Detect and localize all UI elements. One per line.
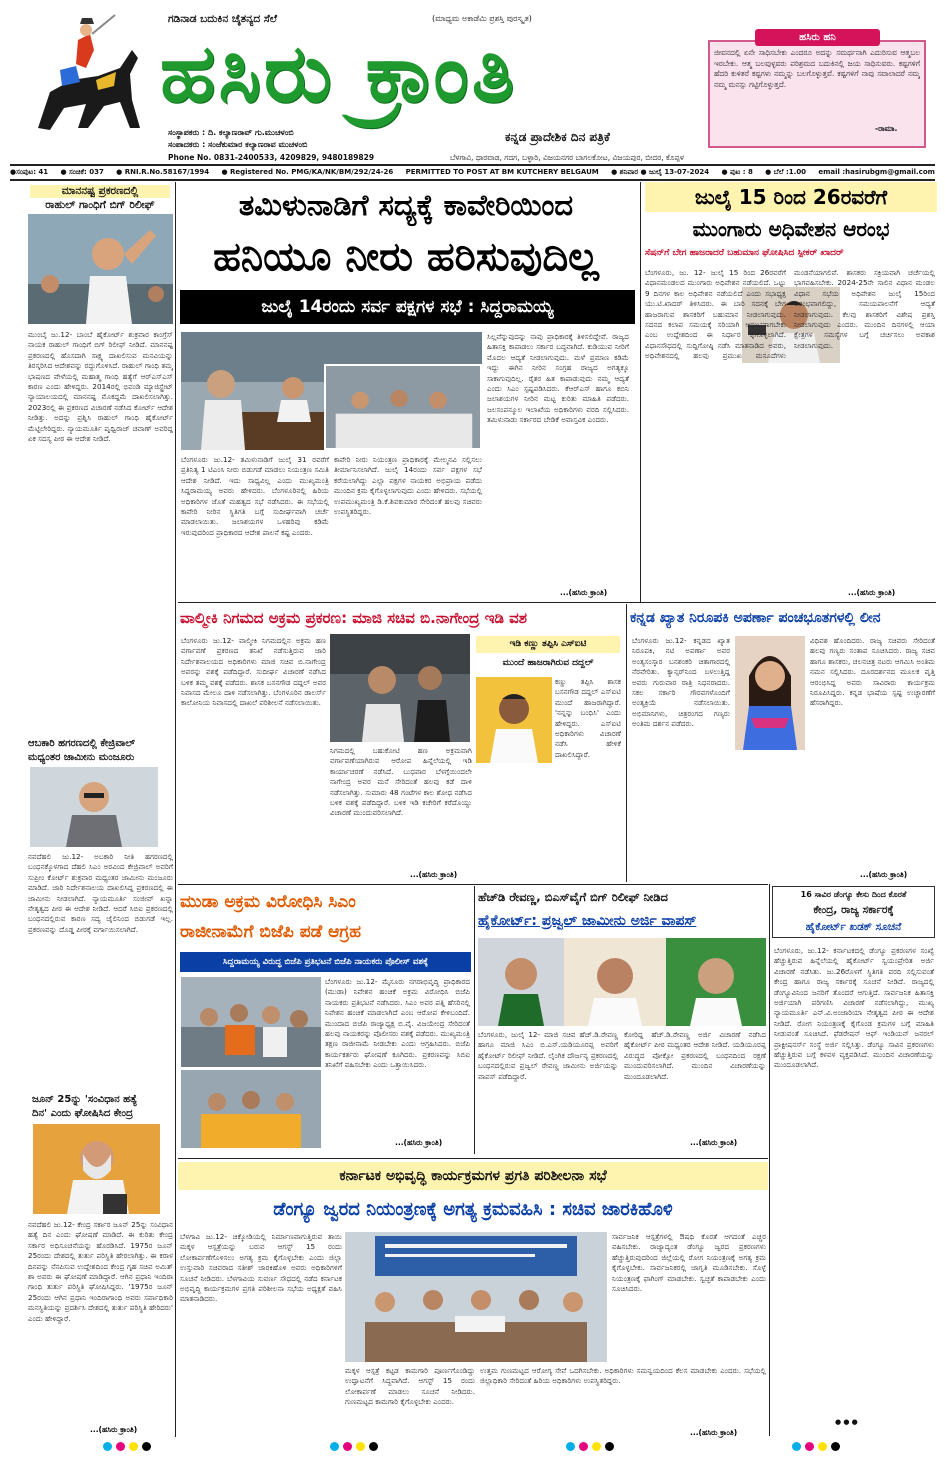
- karnataka-headline: ಡೆಂಗ್ಯೂ ಜ್ವರದ ನಿಯಂತ್ರಣಕ್ಕೆ ಅಗತ್ಯ ಕ್ರಮವಹಿಸಿ : ಸಚಿವ ಜಾರಕಿಹೊಳಿ: [273, 1199, 673, 1220]
- lead-credit: ...(ಹಸಿರು ಕ್ರಾಂತಿ): [560, 588, 608, 597]
- dateline-email: email :hasirubgm@gmail.com: [818, 168, 935, 176]
- magenta-dot: [805, 1442, 814, 1451]
- dateline-price: ● ಬೆಲೆ :1.00: [765, 167, 807, 176]
- revanna-bsy-photo: [478, 938, 766, 1026]
- dateline-date: ● ಶನಿವಾರ ● ಜುಲೈ 13-07-2024: [611, 167, 710, 176]
- emergency-headline-2: ದಿನ' ಎಂದು ಘೋಷಿಸಿದ ಕೇಂದ್ರ: [32, 1108, 133, 1119]
- kejriwal-photo: [30, 767, 158, 847]
- dateline-number: ● ಸಂಚಿಕೆ: 037: [60, 167, 104, 176]
- karnataka-banner: ಕರ್ನಾಟಕ ಅಭಿವೃದ್ಧಿ ಕಾರ್ಯಕ್ರಮಗಳ ಪ್ರಗತಿ ಪರಿಶೀಲನಾ ಸಭೆ: [178, 1162, 768, 1190]
- muda-subheadline: ಸಿದ್ದರಾಮಯ್ಯ ವಿರುದ್ಧ ಬಿಜೆಪಿ ಪ್ರತಿಭಟನೆ ಬಿಜೆಪಿ ನಾಯಕರು ಪೊಲೀಸ್ ವಶಕ್ಕೆ: [180, 952, 471, 972]
- registration-marks-left: [103, 1442, 151, 1451]
- black-dot: [831, 1442, 840, 1451]
- kejriwal-body: ನವದೆಹಲಿ ಜು.12- ಅಬಕಾರಿ ನೀತಿ ಹಗರಣದಲ್ಲಿ ಬಂಧನಕ್ಕೊಳಗಾದ ದೆಹಲಿ ಸಿಎಂ ಅರವಿಂದ ಕೇಜ್ರಿವಾಲ್ ಅವರಿಗೆ ಸುಪ್ರೀಂ ಕೋರ್ಟ್ ಶುಕ್ರವಾರ ಮಧ್ಯಂತರ ಜಾಮೀನು ಮಂಜೂರು ಮಾಡಿದೆ. ಜಾರಿ ನಿರ್ದೇಶನಾಲಯ ದಾಖಲಿಸಿದ್ದ ಪ್ರಕರಣದಲ್ಲಿ ಈ ಜಾಮೀನು ನೀಡಲಾಗಿದೆ. ನ್ಯಾಯಮೂರ್ತಿ ಸಂಜೀವ್ ಖನ್ನಾ ನೇತೃತ್ವದ ಪೀಠ ಈ ಆದೇಶ ನೀಡಿದೆ. ಆದರೆ ಸಿಬಿಐ ಪ್ರಕರಣದಲ್ಲಿ ಬಂಧನದಲ್ಲಿರುವ ಕಾರಣ ಸದ್ಯ ಜೈಲಿನಿಂದ ಬಿಡುಗಡೆ ಇಲ್ಲ. ಪ್ರಕರಣವನ್ನು ದೊಡ್ಡ ಪೀಠಕ್ಕೆ ವರ್ಗಾಯಿಸಲಾಗಿದೆ.: [28, 852, 173, 934]
- emergency-headline-1: ಜೂನ್ 25ನ್ನು 'ಸಂವಿಧಾನ ಹತ್ಯೆ: [32, 1094, 138, 1105]
- left-column-rule: [175, 182, 176, 1437]
- dengue-right-headline-2: ಕೇಂದ್ರ, ರಾಜ್ಯ ಸರ್ಕಾರಕ್ಕೆ: [813, 904, 894, 916]
- masthead-tagline: ಗಡಿನಾಡ ಬದುಕಿನ ಚೈತನ್ಯದ ಸೆಲೆ: [168, 13, 278, 25]
- session-credit: ...(ಹಸಿರು ಕ್ರಾಂತಿ): [848, 588, 896, 597]
- rahul-headline-2: ರಾಹುಲ್ ಗಾಂಧಿಗೆ ಬಿಗ್ ರಿಲೀಫ್: [45, 199, 155, 211]
- masthead-title: ಹಸಿರು ಕ್ರಾಂತಿ: [160, 27, 518, 120]
- quote-text: ಜೀವನದಲ್ಲಿ ಏನೇ ಸಾಧಿಸಬೇಕು ಎಂದರೂ ಅದನ್ನು ಸಮರ್ಥನಾಗಿ ಎದುರಿಸುವ ಆತ್ಮಬಲ ಇರಬೇಕು. ಆತ್ಮ ಬಲವುಳ್ಳವರು ಪರಿಶ್ರಮದ ಬದುಕಿನಲ್ಲಿ ಜಯ ಸಾಧಿಸುವರು. ಕಷ್ಟಗಳಿಗೆ ಹೆದರಿ ಕುಳಿತರೆ ಕಷ್ಟಗಳು ನಮ್ಮನ್ನು ಬಲಗೊಳ್ಳುತ್ತವೆ. ಕಷ್ಟಗಳಿಗೆ ನಾವು ಸವಾಲಾದರೆ ನಮ್ಮ ನಮ್ಮ ಮನಸ್ಸು ಗಟ್ಟಿಗೊಳ್ಳುತ್ತದೆ.: [714, 48, 920, 89]
- lead-headline-1: ತಮಿಳುನಾಡಿಗೆ ಸದ್ಯಕ್ಕೆ ಕಾವೇರಿಯಿಂದ: [238, 188, 574, 222]
- valmiki-column-rule: [626, 604, 627, 882]
- horse-rider-logo: [20, 10, 150, 145]
- muda-body-b: ಬೆಂಗಳೂರು ಜು.12- ಮೈಸೂರು ನಗರಾಭಿವೃದ್ಧಿ ಪ್ರಾಧಿಕಾರದ (ಮುಡಾ) ನಿವೇಶನ ಹಂಚಿಕೆ ಅಕ್ರಮ ವಿರೋಧಿಸಿ ಬಿಜೆಪಿ ನಾಯಕರು ಪ್ರತಿಭಟನೆ ನಡೆಸಿದರು. ಸಿಎಂ ಅವರ ಪತ್ನಿ ಹೆಸರಿನಲ್ಲಿ ನಿವೇಶನ ಹಂಚಿಕೆ ಮಾಡಲಾಗಿದೆ ಎಂಬ ಆರೋಪ ಕೇಳಿಬಂದಿದೆ. ಮುಂದಾದ ಬಿಜೆಪಿ ರಾಜ್ಯಾಧ್ಯಕ್ಷ ಬಿ.ವೈ. ವಿಜಯೇಂದ್ರ ಸೇರಿದಂತೆ ಹಲವು ನಾಯಕರನ್ನು ಪೊಲೀಸರು ವಶಕ್ಕೆ ಪಡೆದರು. ಮುಖ್ಯಮಂತ್ರಿ ತಕ್ಷಣ ರಾಜೀನಾಮೆ ನೀಡಬೇಕು ಎಂದು ಆಗ್ರಹಿಸಿದರು. ಬಿಜೆಪಿ ಕಾರ್ಯಕರ್ತರು ಘೋಷಣೆ ಕೂಗಿದರು. ಪ್ರಕರಣವನ್ನು ಸಿಬಿಐ ತನಿಖೆಗೆ ವಹಿಸಬೇಕು ಎಂದು ಒತ್ತಾಯಿಸಿದರು.: [325, 977, 470, 1070]
- mid-rule-3: [178, 1158, 768, 1159]
- cyan-dot: [792, 1442, 801, 1451]
- dengue-right-ellipsis: ● ● ●: [835, 1418, 858, 1426]
- nagendra-photo: [330, 634, 470, 742]
- dengue-right-body: ಬೆಂಗಳೂರು, ಜು.12- ಕರ್ನಾಟಕದಲ್ಲಿ ಡೆಂಗ್ಯೂ ಪ್ರಕರಣಗಳ ಸಂಖ್ಯೆ ಹೆಚ್ಚುತ್ತಿರುವ ಹಿನ್ನೆಲೆಯಲ್ಲಿ ಹೈಕೋರ್ಟ್ ಸ್ವಯಂಪ್ರೇರಿತ ಅರ್ಜಿ ವಿಚಾರಣೆ ನಡೆಸಿತು. ಜು.26ರೊಳಗೆ ಸ್ಥಿತಿಗತಿ ವರದಿ ಸಲ್ಲಿಸುವಂತೆ ಕೇಂದ್ರ ಹಾಗೂ ರಾಜ್ಯ ಸರ್ಕಾರಕ್ಕೆ ಸೂಚನೆ ನೀಡಿದೆ. ರಾಜ್ಯದಲ್ಲಿ ಡೆಂಗ್ಯೂವಿನಿಂದ ಜನರಿಗೆ ತೊಂದರೆ ಆಗುತ್ತಿದೆ. ಸಾರ್ವಜನಿಕ ಹಿತಾಸಕ್ತಿ ಅರ್ಜಿಯಾಗಿ ಪರಿಗಣಿಸಿ ವಿಚಾರಣೆ ನಡೆಸಲಾಗಿದ್ದು, ಮುಖ್ಯ ನ್ಯಾಯಮೂರ್ತಿ ಎನ್.ವಿ.ಅಂಜಾರಿಯಾ ನೇತೃತ್ವದ ಪೀಠ ಈ ಆದೇಶ ನೀಡಿದೆ. ರೋಗ ನಿಯಂತ್ರಣಕ್ಕೆ ಕೈಗೊಂಡ ಕ್ರಮಗಳ ಬಗ್ಗೆ ಮಾಹಿತಿ ನೀಡುವಂತೆ ಸೂಚಿಸಿದೆ. ಫೆಡರೇಷನ್ ಆಫ್ ಇಂಡಿಯನ್ ಜನರಲ್ ಪ್ರಾಕ್ಟೀಷನರ್ಸ್ ಸಂಸ್ಥೆ ಅರ್ಜಿ ಸಲ್ಲಿಸಿತ್ತು. ಡೆಂಗ್ಯೂ ಸಾವಿನ ಪ್ರಕರಣಗಳು ಹೆಚ್ಚುತ್ತಿರುವ ಬಗ್ಗೆ ಕಳವಳ ವ್ಯಕ್ತಪಡಿಸಿದೆ. ಮುಂದಿನ ವಿಚಾರಣೆಯನ್ನು ಮುಂದೂಡಲಾಗಿದೆ.: [774, 946, 934, 1070]
- valmiki-credit: ...(ಹಸಿರು ಕ್ರಾಂತಿ): [410, 870, 458, 879]
- registration-marks-center-right: [566, 1442, 614, 1451]
- valmiki-body-b: ನಿಗಮದಲ್ಲಿ ಬಹುಕೋಟಿ ಹಣ ಅಕ್ರಮವಾಗಿ ವರ್ಗಾವಣೆಯಾಗಿರುವ ಆರೋಪ ಹಿನ್ನೆಲೆಯಲ್ಲಿ ಇಡಿ ಕಾರ್ಯಾಚರಣೆ ನಡೆಸಿದೆ. ಬುಧವಾರ ಬೆಳಗ್ಗೆಯಿಂದಲೇ ನಾಗೇಂದ್ರ ಅವರ ಮನೆ ಸೇರಿದಂತೆ ಹಲವು ಕಡೆ ದಾಳಿ ನಡೆಸಲಾಗಿತ್ತು. ಸುಮಾರು 48 ಗಂಟೆಗಳ ಕಾಲ ಶೋಧ ನಡೆಸಿದ ಬಳಿಕ ವಶಕ್ಕೆ ಪಡೆದಿದ್ದಾರೆ. ಬಳಿಕ ಇಡಿ ಕಚೇರಿಗೆ ಕರೆದೊಯ್ದು ವಿಚಾರಣೆ ಮುಂದುವರಿಸಲಾಗಿದೆ.: [330, 746, 472, 818]
- cyan-dot: [330, 1442, 339, 1451]
- muda-column-rule: [474, 886, 475, 1154]
- aparna-photo: [735, 636, 805, 750]
- emergency-credit: ...(ಹಸಿರು ಕ್ರಾಂತಿ): [90, 1425, 138, 1434]
- aparna-body-b: ವಿಧಿವಶ ಹೊಂದಿದರು. ರಾಜ್ಯ ಸಚಿವರು ಸೇರಿದಂತೆ ಹಲವು ಗಣ್ಯರು ಸಂತಾಪ ಸೂಚಿಸಿದರು. ರಾಜ್ಯ ಸಚಿವ ಹಾಗೂ ಶಾಸಕರು, ಚಲನಚಿತ್ರ ನಟರು ಆಗಮಿಸಿ ಅಂತಿಮ ನಮನ ಸಲ್ಲಿಸಿದರು. ದೂರದರ್ಶನದ ಮೂಲಕ ವೃತ್ತಿ ಆರಂಭಿಸಿದ್ದ ಅವರು ಸಾವಿರಾರು ಕಾರ್ಯಕ್ರಮ ನಿರೂಪಿಸಿದ್ದರು. ಕನ್ನಡ ಭಾಷೆಯ ಸ್ಪಷ್ಟ ಉಚ್ಚಾರಣೆಗೆ ಹೆಸರಾಗಿದ್ದರು.: [810, 636, 935, 708]
- daddal-caption-2: ಮುಂದೆ ಹಾಜರಾಗಿರುವ ದದ್ದಲ್: [502, 658, 594, 668]
- valmiki-body-c: ಕಣ್ಣು ತಪ್ಪಿಸಿ ಶಾಸಕ ಬಸನಗೌಡ ದದ್ದಲ್ ಎಸ್‌ಐಟಿ ಮುಂದೆ ಹಾಜರಾಗಿದ್ದಾರೆ. 'ನನ್ನನ್ನು ಬಂಧಿಸಿ' ಎಂದು ಹೇಳಿದ್ದರು. ಎಸ್‌ಐಟಿ ಅಧಿಕಾರಿಗಳು ವಿಚಾರಣೆ ನಡೆಸಿ ಹೇಳಿಕೆ ದಾಖಲಿಸಿದ್ದಾರೆ.: [555, 677, 621, 759]
- dateline-issue: ●ಸಂಪುಟ: 41: [10, 167, 49, 176]
- masthead-phone: Phone No. 0831-2400533, 4209829, 9480189829: [168, 153, 375, 162]
- revanna-body-b: ಕೋರಿದ್ದ ಹೆಚ್.ಡಿ.ರೇವಣ್ಣ ಅರ್ಜಿ ವಿಚಾರಣೆ ನಡೆಸಿದ ಹೈಕೋರ್ಟ್ ಪೀಠ ಮಧ್ಯಂತರ ಆದೇಶ ನೀಡಿದೆ. ಯಡಿಯೂರಪ್ಪ ವಿರುದ್ಧದ ಪೋಕ್ಸೋ ಪ್ರಕರಣದಲ್ಲಿ ಬಂಧನದಿಂದ ರಕ್ಷಣೆ ಮುಂದುವರಿಸಲಾಗಿದೆ. ಮುಂದಿನ ವಿಚಾರಣೆಯನ್ನು ಮುಂದೂಡಲಾಗಿದೆ.: [624, 1030, 766, 1081]
- masthead-founder: ಸಂಸ್ಥಾಪಕರು : ದಿ. ಕಲ್ಯಾಣರಾವ್ ಗು.ಮುಚಳಂಬಿ: [168, 128, 294, 137]
- masthead-editions: ಬೆಳಗಾವಿ, ಧಾರವಾಡ, ಗದಗ, ಬಳ್ಳಾರಿ, ವಿಜಯನಗರ ಬಾಗಲಕೋಟ, ವಿಜಯಪುರ, ಬೀದರ, ಕೊಪ್ಪಳ: [450, 153, 684, 162]
- dateline-pages: ● ಪುಟ : 8: [721, 167, 753, 176]
- aparna-credit: ...(ಹಸಿರು ಕ್ರಾಂತಿ): [860, 870, 908, 879]
- aparna-body-a: ಬೆಂಗಳೂರು ಜು.12- ಕನ್ನಡದ ಖ್ಯಾತ ನಿರೂಪಕಿ, ನಟಿ ಅಪರ್ಣಾ ಅವರ ಅಂತ್ಯಸಂಸ್ಕಾರ ಬನಶಂಕರಿ ಚಿತಾಗಾರದಲ್ಲಿ ನೆರವೇರಿತು. ಕ್ಯಾನ್ಸರ್‌ನಿಂದ ಬಳಲುತ್ತಿದ್ದ ಅವರು ಗುರುವಾರ ರಾತ್ರಿ ನಿಧನರಾದರು. ಸಕಲ ಸರ್ಕಾರಿ ಗೌರವಗಳೊಂದಿಗೆ ಅಂತ್ಯಕ್ರಿಯೆ ನಡೆಸಲಾಯಿತು. ಅಭಿಮಾನಿಗಳು, ಚಿತ್ರರಂಗದ ಗಣ್ಯರು ಅಂತಿಮ ದರ್ಶನ ಪಡೆದರು.: [632, 636, 730, 729]
- revanna-headline-2: ಹೈಕೋರ್ಟ್: ಪ್ರಜ್ವಲ್ ಜಾಮೀನು ಅರ್ಜಿ ವಾಪಸ್: [478, 913, 697, 929]
- masthead-editor: ಸಂಪಾದಕರು : ಸಂಜೆಕುಮಾರ ಕಲ್ಯಾಣರಾವ ಮುಚಳಂಬಿ: [168, 140, 308, 149]
- magenta-dot: [343, 1442, 352, 1451]
- modi-photo: [33, 1124, 160, 1214]
- lead-subheadline: ಜುಲೈ 14ರಂದು ಸರ್ವ ಪಕ್ಷಗಳ ಸಭೆ : ಸಿದ್ದರಾಮಯ್ಯ: [180, 290, 635, 324]
- emergency-body: ನವದೆಹಲಿ ಜು.12- ಕೇಂದ್ರ ಸರ್ಕಾರ ಜೂನ್ 25ನ್ನು ಸಂವಿಧಾನ ಹತ್ಯೆ ದಿನ ಎಂದು ಘೋಷಣೆ ಮಾಡಿದೆ. ಈ ಕುರಿತು ಕೇಂದ್ರ ಸರ್ಕಾರ ಅಧಿಸೂಚನೆಯನ್ನು ಹೊರಡಿಸಿದೆ. 1975ರ ಜೂನ್ 25ರಂದು ದೇಶದಲ್ಲಿ ತುರ್ತು ಪರಿಸ್ಥಿತಿ ಹೇರಲಾಗಿತ್ತು. ಈ ಕರಾಳ ದಿನವನ್ನು ನೆನಪಿಸುವ ಉದ್ದೇಶದಿಂದ ಕೇಂದ್ರ ಗೃಹ ಸಚಿವ ಅಮಿತ್ ಶಾ ಅವರು ಈ ಘೋಷಣೆ ಮಾಡಿದ್ದಾರೆ. ಆಗಿನ ಪ್ರಧಾನಿ ಇಂದಿರಾ ಗಾಂಧಿ ತುರ್ತು ಪರಿಸ್ಥಿತಿ ಘೋಷಿಸಿದ್ದರು. '1975ರ ಜೂನ್ 25ರಂದು ಆಗಿನ ಪ್ರಧಾನಿ ಇಂದಿರಾಗಾಂಧಿ ಅವರು ಸರ್ವಾಧಿಕಾರಿ ಮನಸ್ಥಿತಿಯನ್ನು ಪ್ರದರ್ಶಿಸಿ ದೇಶದಲ್ಲಿ ತುರ್ತು ಪರಿಸ್ಥಿತಿ ಹೇರಿದರು' ಎಂದು ಹೇಳಿದ್ದಾರೆ.: [28, 1220, 173, 1323]
- cyan-dot: [566, 1442, 575, 1451]
- magenta-dot: [116, 1442, 125, 1451]
- dengue-column-rule: [769, 884, 770, 1436]
- dateline-bottom-rule: [10, 179, 935, 181]
- muda-headline-1: ಮುಡಾ ಅಕ್ರಮ ವಿರೋಧಿಸಿ ಸಿಎಂ: [180, 892, 356, 912]
- karnataka-body-a: ಬೆಳಗಾವಿ ಜು.12- ಚಿಕ್ಕೋಡಿಯಲ್ಲಿ ನಿರ್ಮಾಣವಾಗುತ್ತಿರುವ ತಾಯಿ ಮಕ್ಕಳ ಆಸ್ಪತ್ರೆಯನ್ನು ಬರುವ ಆಗಸ್ಟ್ 15 ರಂದು ಲೋಕಾರ್ಪಣೆಗೊಳಿಸಲು ಅಗತ್ಯ ಕ್ರಮ ಕೈಗೊಳ್ಳಬೇಕು ಎಂದು ಜಿಲ್ಲಾ ಉಸ್ತುವಾರಿ ಸಚಿವರಾದ ಸತೀಶ್ ಜಾರಕಿಹೊಳಿ ಅವರು ಅಧಿಕಾರಿಗಳಿಗೆ ಸೂಚನೆ ನೀಡಿದರು. ಬೆಳಗಾವಿಯ ಸುವರ್ಣ ಸೌಧದಲ್ಲಿ ನಡೆದ ಕರ್ನಾಟಕ ಅಭಿವೃದ್ಧಿ ಕಾರ್ಯಕ್ರಮಗಳ ಪ್ರಗತಿ ಪರಿಶೀಲನಾ ಸಭೆಯ ಅಧ್ಯಕ್ಷತೆ ವಹಿಸಿ ಮಾತನಾಡಿದರು.: [180, 1232, 342, 1304]
- rahul-body: ಮುಂಬೈ ಜು.12- ಬಾಂಬೆ ಹೈಕೋರ್ಟ್ ಶುಕ್ರವಾರ ಕಾಂಗ್ರೆಸ್ ನಾಯಕ ರಾಹುಲ್ ಗಾಂಧಿಗೆ ಬಿಗ್ ರಿಲೀಫ್ ನೀಡಿದೆ. ಮಾನನಷ್ಟ ಪ್ರಕರಣದಲ್ಲಿ ಹೊಸದಾಗಿ ಸಾಕ್ಷ್ಯ ದಾಖಲಿಸುವ ಮನವಿಯನ್ನು ತಿರಸ್ಕರಿಸಿದ ಆದೇಶವನ್ನು ರದ್ದುಗೊಳಿಸಿದೆ. ರಾಹುಲ್ ಗಾಂಧಿ ತಮ್ಮ ಭಾಷಣದ ವೇಳೆಯಲ್ಲಿ ಮಹಾತ್ಮ ಗಾಂಧಿ ಹತ್ಯೆಗೆ ಆರ್‌ಎಸ್‌ಎಸ್ ಕಾರಣ ಎಂದು ಹೇಳಿದ್ದರು. 2014ರಲ್ಲಿ ಭಿವಂಡಿ ಮ್ಯಾಜಿಸ್ಟ್ರೇಟ್ ನ್ಯಾಯಾಲಯದಲ್ಲಿ ಮಾನನಷ್ಟ ಮೊಕದ್ದಮೆ ದಾಖಲಿಸಲಾಗಿತ್ತು. 2023ರಲ್ಲಿ ಈ ಪ್ರಕರಣದ ವಿಚಾರಣೆ ನಡೆಸಿದ ಕೋರ್ಟ್ ಆದೇಶ ನೀಡಿತ್ತು. ಅದನ್ನು ಪ್ರಶ್ನಿಸಿ ರಾಹುಲ್ ಗಾಂಧಿ ಹೈಕೋರ್ಟ್ ಮೆಟ್ಟಿಲೇರಿದ್ದರು. ನ್ಯಾಯಮೂರ್ತಿ ಪೃಥ್ವಿರಾಜ್ ಚವಾಣ್ ಅವರಿದ್ದ ಏಕ ಸದಸ್ಯ ಪೀಠ ಈ ಆದೇಶ ನೀಡಿದೆ.: [28, 330, 173, 444]
- session-body: ಬೆಂಗಳೂರು, ಜು. 12- ಜುಲೈ 15 ರಿಂದ 26ರವರೆಗೆ ವಿಧಾನಮಂಡಲದ ಮುಂಗಾರು ಅಧಿವೇಶನ ನಡೆಯಲಿದೆ. ಒಟ್ಟು 9 ದಿನಗಳ ಕಾಲ ಅಧಿವೇಶನ ನಡೆಯಲಿದೆ ಎಂದು ಸಭಾಧ್ಯಕ್ಷ ಯು.ಟಿ.ಖಾದರ್ ತಿಳಿಸಿದರು. ಈ ಬಾರಿ ಸದನಕ್ಕೆ ಬೇಗ ಹಾಜರಾಗುವ ಶಾಸಕರಿಗೆ ಬಹುಮಾನ ನೀಡಲಾಗುವುದು. ಸದನದ ಕಲಾಪ ಸಮಯಕ್ಕೆ ಸರಿಯಾಗಿ ಆರಂಭವಾಗಬೇಕು ಎಂಬ ಉದ್ದೇಶದಿಂದ ಈ ನಿರ್ಧಾರ ಕೈಗೊಳ್ಳಲಾಗಿದೆ. ವಿಧಾನಸೌಧದಲ್ಲಿ ಸುದ್ದಿಗೋಷ್ಠಿ ನಡೆಸಿ ಮಾತನಾಡಿದ ಅವರು, ಅಧಿವೇಶನದಲ್ಲಿ ಹಲವು ಪ್ರಮುಖ ಮಸೂದೆಗಳು ಮಂಡನೆಯಾಗಲಿವೆ. ಶಾಸಕರು ಸಕ್ರಿಯವಾಗಿ ಚರ್ಚೆಯಲ್ಲಿ ಭಾಗವಹಿಸಬೇಕು. 2024-25ನೇ ಸಾಲಿನ ವಿಧಾನ ಮಂಡಲ ವಿಧಾನ ಸಭೆಯ ಅಧಿವೇಶನ ಜುಲೈ 15ರಿಂದ ಆರಂಭವಾಗಲಿದ್ದು, ಸಮಯಪಾಲನೆಗೆ ಆದ್ಯತೆ ನೀಡಲಾಗುವುದು. ಕೆಲವು ಶಾಸಕರಿಗೆ ವಿಶೇಷ ಪ್ರಶಸ್ತಿ ನೀಡಲಾಗುವುದು ಎಂದರು. ಮುಂದಿನ ದಿನಗಳಲ್ಲಿ ಆಯಾ ಕ್ಷೇತ್ರಗಳ ಸಮಸ್ಯೆಗಳ ಬಗ್ಗೆ ಚರ್ಚಿಸಲು ಅವಕಾಶ ನೀಡಲಾಗುವುದು.: [645, 268, 935, 361]
- dengue-right-headline-3: ಹೈಕೋರ್ಟ್ ಖಡಕ್ ಸೂಚನೆ: [805, 921, 902, 933]
- karnataka-body-b: ಮಕ್ಕಳ ಆಸ್ಪತ್ರೆ ಕಟ್ಟಡ ಕಾಮಗಾರಿ ಪೂರ್ಣಗೊಂಡಿದ್ದು ಉದ್ಘಾಟನೆಗೆ ಸಿದ್ಧವಾಗಿದೆ. ಆಗಸ್ಟ್ 15 ರಂದು ಲೋಕಾರ್ಪಣೆ ಮಾಡಲು ಸೂಚನೆ ನೀಡಿದರು. ಗುಣಮಟ್ಟದ ಕಾಮಗಾರಿ ಕೈಗೊಳ್ಳಬೇಕು ಎಂದರು.: [345, 1366, 475, 1407]
- lead-body-c: ಸಿಲ್ಲವೆನ್ನುವುದನ್ನು ನಾವು ಪ್ರಾಧಿಕಾರಕ್ಕೆ ತಿಳಿಸಲಿದ್ದೇವೆ. ರಾಜ್ಯದ ಹಿತಾಸಕ್ತಿ ಕಾಪಾಡಲು ಸರ್ಕಾರ ಬದ್ಧವಾಗಿದೆ. ಕುಡಿಯುವ ನೀರಿಗೆ ಮೊದಲ ಆದ್ಯತೆ ನೀಡಲಾಗುವುದು. ಮಳೆ ಪ್ರಮಾಣ ಕಡಿಮೆ ಇದ್ದು ಈಗಿನ ನೀರಿನ ಸಂಗ್ರಹ ರಾಜ್ಯದ ಅಗತ್ಯಕ್ಕೂ ಸಾಕಾಗುವುದಿಲ್ಲ. ರೈತರ ಹಿತ ಕಾಪಾಡುವುದು ನಮ್ಮ ಆದ್ಯತೆ ಎಂದು ಸಿಎಂ ಸ್ಪಷ್ಟಪಡಿಸಿದರು. ಕೆಆರ್‌ಎಸ್ ಹಾಗೂ ಕಬಿನಿ ಜಲಾಶಯಗಳ ನೀರಿನ ಮಟ್ಟ ಕುರಿತು ಮಾಹಿತಿ ಪಡೆದರು. ಜಲಸಂಪನ್ಮೂಲ ಇಲಾಖೆಯ ಅಧಿಕಾರಿಗಳು ವರದಿ ಸಲ್ಲಿಸಿದರು. ತಮಿಳುನಾಡು ಸರ್ಕಾರದ ಬೇಡಿಕೆ ಅವಾಸ್ತವಿಕ ಎಂದರು.: [487, 332, 629, 425]
- dateline-bar: [10, 166, 935, 178]
- lead-body-a: ಬೆಂಗಳೂರು ಜು.12- ತಮಿಳುನಾಡಿಗೆ ಜುಲೈ 31 ರವರೆಗೆ ಪ್ರತಿನಿತ್ಯ 1 ಟಿಎಂಸಿ ನೀರು ಬಿಡುಗಡೆ ಮಾಡಲು ನಿಯಂತ್ರಣ ಸಮಿತಿ ಆದೇಶ ನೀಡಿದೆ. ಇದು ಸಾಧ್ಯವಿಲ್ಲ ಎಂದು ಮುಖ್ಯಮಂತ್ರಿ ಸಿದ್ದರಾಮಯ್ಯ ಅವರು ಹೇಳಿದರು. ಬೆಂಗಳೂರಿನಲ್ಲಿ ಹಿರಿಯ ಅಧಿಕಾರಿಗಳ ಜೊತೆ ಮಹತ್ವದ ಸಭೆ ನಡೆಸಿದರು. ಈ ಸಭೆಯಲ್ಲಿ ಕಾವೇರಿ ನೀರಿನ ಸ್ಥಿತಿಗತಿ ಬಗ್ಗೆ ಸುದೀರ್ಘವಾಗಿ ಚರ್ಚೆ ಮಾಡಲಾಯಿತು. ಜಲಾಶಯಗಳ ಒಳಹರಿವು ಕಡಿಮೆ ಇರುವುದರಿಂದ ಪ್ರಾಧಿಕಾರದ ಆದೇಶ ಪಾಲನೆ ಕಷ್ಟ ಎಂದರು.: [181, 455, 329, 537]
- lead-column-rule: [640, 182, 641, 602]
- daddal-caption-1: ಇಡಿ ಕಣ್ಣು ತಪ್ಪಿಸಿ ಎಸ್‌ಐಟಿ: [476, 636, 620, 653]
- yellow-dot: [818, 1442, 827, 1451]
- lead-headline-2: ಹನಿಯೂ ನೀರು ಹರಿಸುವುದಿಲ್ಲ: [213, 234, 599, 280]
- registration-marks-right: [792, 1442, 840, 1451]
- aparna-headline: ಕನ್ನಡ ಖ್ಯಾತ ನಿರೂಪಕಿ ಅಪರ್ಣಾ ಪಂಚಭೂತಗಳಲ್ಲಿ ಲೀನ: [630, 610, 881, 626]
- session-headline-2: ಮುಂಗಾರು ಅಧಿವೇಶನ ಆರಂಭ: [692, 217, 890, 241]
- revanna-credit: ...(ಹಸಿರು ಕ್ರಾಂತಿ): [690, 1138, 738, 1147]
- registration-marks-center: [330, 1442, 378, 1451]
- muda-headline-2: ರಾಜೀನಾಮೆಗೆ ಬಿಜೆಪಿ ಪಡೆ ಆಗ್ರಹ: [180, 922, 361, 942]
- valmiki-body-a: ಬೆಂಗಳೂರು ಜು.12- ವಾಲ್ಮೀಕಿ ನಿಗಮದಲ್ಲಿನ ಅಕ್ರಮ ಹಣ ವರ್ಗಾವಣೆ ಪ್ರಕರಣದ ತನಿಖೆ ನಡೆಸುತ್ತಿರುವ ಜಾರಿ ನಿರ್ದೇಶನಾಲಯದ ಅಧಿಕಾರಿಗಳು ಮಾಜಿ ಸಚಿವ ಬಿ.ನಾಗೇಂದ್ರ ಅವರನ್ನು ವಶಕ್ಕೆ ಪಡೆದಿದ್ದಾರೆ. ಸುದೀರ್ಘ ವಿಚಾರಣೆ ನಡೆಸಿದ ಬಳಿಕ ತಮ್ಮ ವಶಕ್ಕೆ ಪಡೆದರು. ಶಾಸಕ ಬಸನಗೌಡ ದದ್ದಲ್ ಅವರ ನಿವಾಸದ ಮೇಲೂ ದಾಳಿ ನಡೆಸಲಾಗಿತ್ತು. ಬೆಂಗಳೂರಿನ ಡಾಲರ್ಸ್ ಕಾಲೋನಿಯ ನಿವಾಸದಲ್ಲಿ ದಾಖಲೆ ಪರಿಶೀಲನೆ ನಡೆಸಲಾಯಿತು.: [181, 636, 326, 708]
- rahul-gandhi-photo: [28, 214, 173, 324]
- magenta-dot: [579, 1442, 588, 1451]
- mid-rule-1: [178, 602, 936, 603]
- cyan-dot: [103, 1442, 112, 1451]
- karnataka-body-d: ಉತ್ತಮ ಗುಣಮಟ್ಟದ ಆರೋಗ್ಯ ಸೇವೆ ಒದಗಿಸಬೇಕು. ಅಧಿಕಾರಿಗಳು ಸಮನ್ವಯದಿಂದ ಕೆಲಸ ಮಾಡಬೇಕು ಎಂದರು. ಸಭೆಯಲ್ಲಿ ಜಿಲ್ಲಾಧಿಕಾರಿ ಸೇರಿದಂತೆ ಹಿರಿಯ ಅಧಿಕಾರಿಗಳು ಉಪಸ್ಥಿತರಿದ್ದರು.: [480, 1366, 766, 1386]
- rahul-headline-1: ಮಾನನಷ್ಟ ಪ್ರಕರಣದಲ್ಲಿ: [30, 185, 170, 198]
- yellow-dot: [356, 1442, 365, 1451]
- daddal-photo: [476, 677, 552, 763]
- dateline-rni: ● RNI.R.No.58167/1994: [116, 168, 210, 176]
- masthead-award: (ಮಾಧ್ಯಮ ಅಕಾಡೆಮಿ ಪ್ರಶಸ್ತಿ ಪುರಸ್ಕೃತ): [432, 14, 532, 23]
- lead-body-b: ಕಾವೇರಿ ನೀರು ನಿಯಂತ್ರಣ ಪ್ರಾಧಿಕಾರಕ್ಕೆ ಮೇಲ್ಮನವಿ ಸಲ್ಲಿಸಲು ತೀರ್ಮಾನಿಸಲಾಗಿದೆ. ಜುಲೈ 14ರಂದು ಸರ್ವ ಪಕ್ಷಗಳ ಸಭೆ ಕರೆಯಲಾಗಿದ್ದು ಎಲ್ಲಾ ಪಕ್ಷಗಳ ನಾಯಕರ ಅಭಿಪ್ರಾಯ ಪಡೆದು ಮುಂದಿನ ಕ್ರಮ ಕೈಗೊಳ್ಳಲಾಗುವುದು ಎಂದು ಹೇಳಿದರು. ಸಭೆಯಲ್ಲಿ ಉಪಮುಖ್ಯಮಂತ್ರಿ ಡಿ.ಕೆ.ಶಿವಕುಮಾರ ಸೇರಿದಂತೆ ಹಲವು ಸಚಿವರು ಉಪಸ್ಥಿತರಿದ್ದರು.: [334, 455, 482, 517]
- dateline-permit: PERMITTED TO POST AT BM KUTCHERY BELGAUM: [405, 168, 599, 176]
- kejriwal-headline-1: ಆಬಕಾರಿ ಹಗರಣದಲ್ಲಿ ಕೇಜ್ರಿವಾಲ್: [28, 738, 135, 749]
- yellow-dot: [129, 1442, 138, 1451]
- black-dot: [605, 1442, 614, 1451]
- valmiki-headline: ವಾಲ್ಮೀಕಿ ನಿಗಮದ ಅಕ್ರಮ ಪ್ರಕರಣ: ಮಾಜಿ ಸಚಿವ ಬಿ.ನಾಗೇಂದ್ರ ಇಡಿ ವಶ: [180, 609, 527, 627]
- jarkiholi-meeting-photo: [345, 1232, 607, 1362]
- dateline-reg: ● Registered No. PMG/KA/NK/BM/292/24-26: [221, 168, 394, 176]
- revanna-body-a: ಬೆಂಗಳೂರು, ಜುಲೈ 12- ಮಾಜಿ ಸಚಿವ ಹೆಚ್.ಡಿ.ರೇವಣ್ಣ ಹಾಗೂ ಮಾಜಿ ಸಿಎಂ ಬಿ.ಎಸ್.ಯಡಿಯೂರಪ್ಪ ಅವರಿಗೆ ಹೈಕೋರ್ಟ್ ರಿಲೀಫ್ ನೀಡಿದೆ. ಲೈಂಗಿಕ ದೌರ್ಜನ್ಯ ಪ್ರಕರಣದಲ್ಲಿ ಬಂಧನದಲ್ಲಿರುವ ಪ್ರಜ್ವಲ್ ರೇವಣ್ಣ ಜಾಮೀನು ಅರ್ಜಿಯನ್ನು ವಾಪಸ್ ಪಡೆದಿದ್ದಾರೆ.: [478, 1030, 618, 1081]
- mid-rule-2: [178, 884, 768, 885]
- yellow-dot: [592, 1442, 601, 1451]
- cauvery-meeting-photo-2: [324, 364, 482, 450]
- session-subheadline: ಸೆಷನ್‌ಗೆ ಬೇಗ ಹಾಜರಾದರೆ ಬಹುಮಾನ ಘೋಷಿಸಿದ ಸ್ಪೀಕರ್ ಖಾದರ್: [645, 248, 844, 258]
- karnataka-credit: ...(ಹಸಿರು ಕ್ರಾಂತಿ): [690, 1428, 738, 1437]
- quote-title: ಹಸಿರು ಹನಿ: [755, 29, 880, 46]
- revanna-headline-1: ಹೆಚ್‌ಡಿ ರೇವಣ್ಣ, ಬಿಎಸ್‌ವೈಗೆ ಬಿಗ್ ರಿಲೀಫ್ ನೀಡಿದ: [478, 890, 668, 904]
- session-headline-1: ಜುಲೈ 15 ರಿಂದ 26ರವರೆಗೆ: [645, 182, 937, 212]
- bjp-protest-photo: [181, 977, 321, 1067]
- masthead-subtitle: ಕನ್ನಡ ಪ್ರಾದೇಶಿಕ ದಿನ ಪತ್ರಿಕೆ: [505, 130, 610, 144]
- kejriwal-headline-2: ಮಧ್ಯಂತರ ಜಾಮೀನು ಮಂಜೂರು: [28, 752, 135, 763]
- quote-author: -ರಾಮಾ.: [875, 124, 898, 133]
- dengue-right-headline-1: 16 ಸಾವಿರ ಡೆಂಗ್ಯೂ ಕೇಸು ದಿಂದ ಕೊರತೆ: [800, 890, 907, 899]
- black-dot: [369, 1442, 378, 1451]
- black-dot: [142, 1442, 151, 1451]
- karnataka-body-c: ಸಾರ್ವಜನಿಕ ಆಸ್ಪತ್ರೆಗಳಲ್ಲಿ ಔಷಧಿ ಕೊರತೆ ಆಗದಂತೆ ಎಚ್ಚರ ವಹಿಸಬೇಕು. ರಾಜ್ಯಾದ್ಯಂತ ಡೆಂಗ್ಯೂ ಜ್ವರದ ಪ್ರಕರಣಗಳು ಹೆಚ್ಚುತ್ತಿರುವುದರಿಂದ ಜಿಲ್ಲೆಯಲ್ಲಿ ರೋಗ ನಿಯಂತ್ರಣಕ್ಕೆ ಅಗತ್ಯ ಕ್ರಮ ಕೈಗೊಳ್ಳಬೇಕು. ಸಾರ್ವಜನಿಕರಲ್ಲಿ ಜಾಗೃತಿ ಮೂಡಿಸಬೇಕು. ಸೊಳ್ಳೆ ನಿಯಂತ್ರಣಕ್ಕೆ ಫಾಗಿಂಗ್ ಮಾಡಬೇಕು. ಸ್ವಚ್ಛತೆ ಕಾಪಾಡಬೇಕು ಎಂದು ಸೂಚಿಸಿದರು.: [612, 1232, 766, 1294]
- bjp-protest-photo-2: [181, 1070, 321, 1148]
- muda-credit: ...(ಹಸಿರು ಕ್ರಾಂತಿ): [395, 1138, 443, 1147]
